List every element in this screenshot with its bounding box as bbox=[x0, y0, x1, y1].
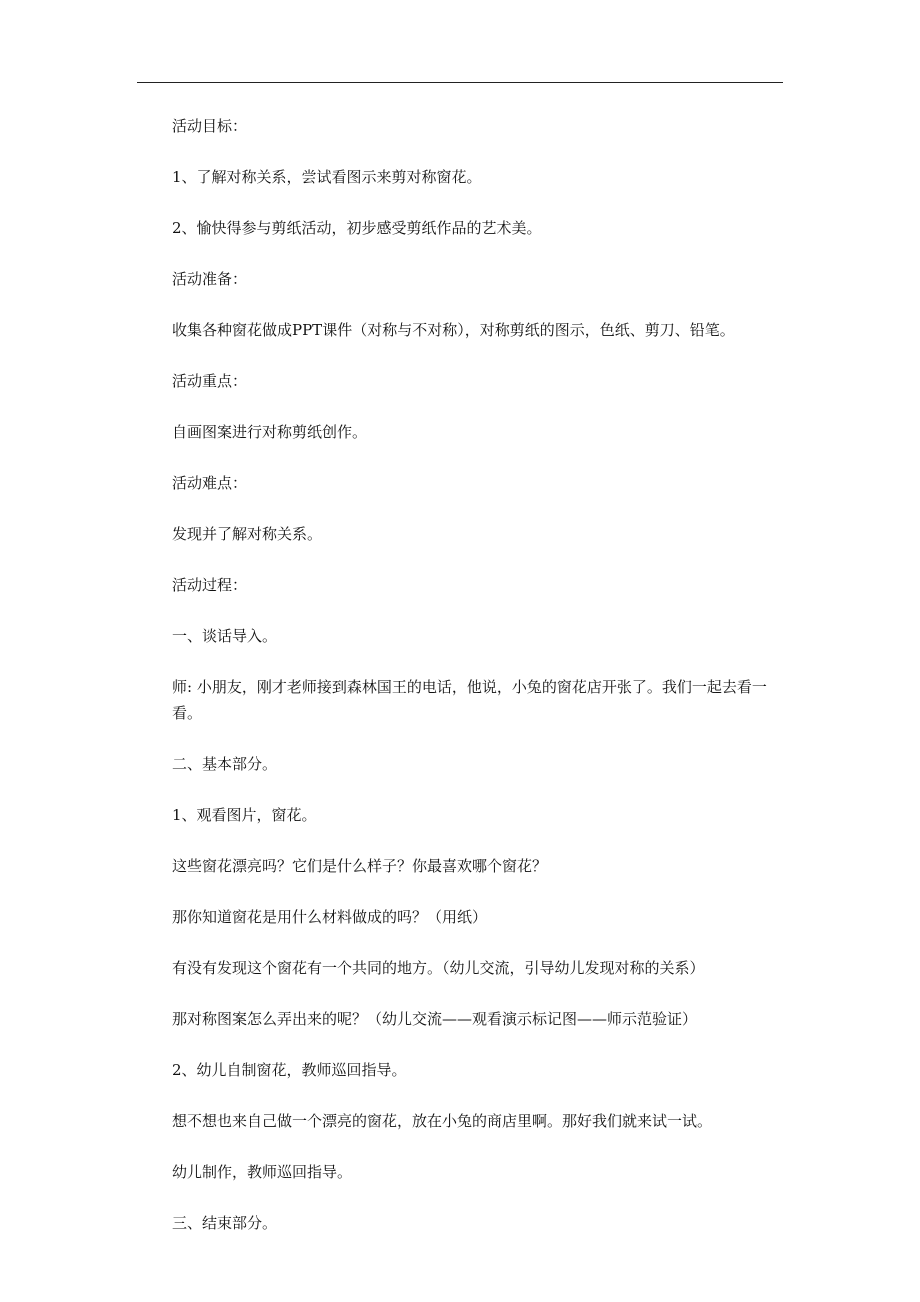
heading-activity-difficulty: 活动难点： bbox=[172, 474, 248, 492]
teacher-intro-text: 师: 小朋友，刚才老师接到森林国王的电话，他说，小兔的窗花店开张了。我们一起去看一看。 bbox=[172, 678, 767, 722]
focus-text: 自画图案进行对称剪纸创作。 bbox=[172, 423, 368, 441]
heading-activity-focus: 活动重点： bbox=[172, 372, 248, 390]
goal-item-2: 2、愉快得参与剪纸活动，初步感受剪纸作品的艺术美。 bbox=[172, 219, 542, 237]
header-divider bbox=[137, 82, 783, 83]
goal-item-1: 1、了解对称关系，尝试看图示来剪对称窗花。 bbox=[172, 168, 482, 186]
question-1: 这些窗花漂亮吗？它们是什么样子？你最喜欢哪个窗花？ bbox=[172, 857, 548, 875]
difficulty-text: 发现并了解对称关系。 bbox=[172, 525, 323, 543]
invitation-text: 想不想也来自己做一个漂亮的窗花，放在小兔的商店里啊。那好我们就来试一试。 bbox=[172, 1112, 713, 1130]
question-2: 那你知道窗花是用什么材料做成的吗？（用纸） bbox=[172, 908, 488, 926]
preparation-text: 收集各种窗花做成PPT课件（对称与不对称），对称剪纸的图示，色纸、剪刀、铅笔。 bbox=[172, 321, 735, 339]
making-text: 幼儿制作，教师巡回指导。 bbox=[172, 1163, 353, 1181]
section-end-heading: 三、结束部分。 bbox=[172, 1214, 278, 1232]
main-step-2: 2、幼儿自制窗花，教师巡回指导。 bbox=[172, 1061, 407, 1079]
heading-activity-preparation: 活动准备： bbox=[172, 270, 248, 288]
main-step-1: 1、观看图片，窗花。 bbox=[172, 806, 317, 824]
question-4: 那对称图案怎么弄出来的呢？（幼儿交流——观看演示标记图——师示范验证） bbox=[172, 1010, 698, 1028]
question-3: 有没有发现这个窗花有一个共同的地方。（幼儿交流，引导幼儿发现对称的关系） bbox=[172, 959, 705, 977]
heading-activity-goals: 活动目标： bbox=[172, 117, 248, 135]
section-main-heading: 二、基本部分。 bbox=[172, 755, 278, 773]
section-intro-heading: 一、谈话导入。 bbox=[172, 627, 278, 645]
document-body bbox=[172, 113, 784, 1261]
heading-activity-process: 活动过程： bbox=[172, 576, 248, 594]
